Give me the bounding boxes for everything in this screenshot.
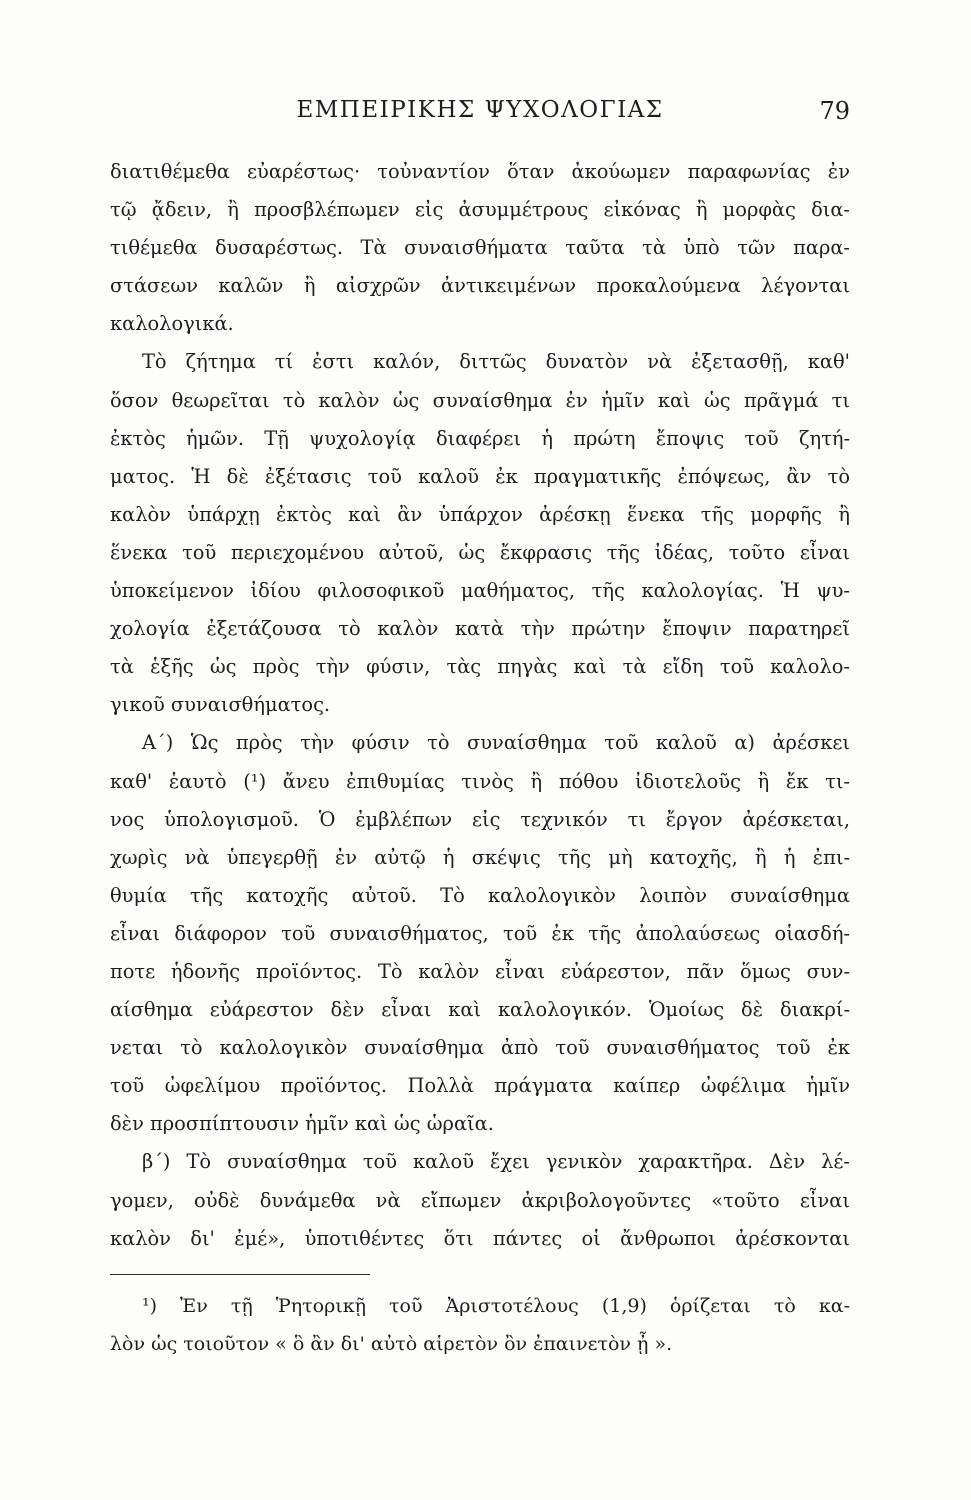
text-line: τῷ ᾄδειν, ἢ προσβλέπωμεν εἰς ἀσυμμέτρους εἰκόνας ἢ μορφὰς δια- (110, 198, 850, 222)
footnotes (110, 1290, 850, 1366)
text-line: ματος. Ἡ δὲ ἐξέτασις τοῦ καλοῦ ἐκ πραγματικῆς ἐπόψεως, ἂν τὸ (110, 464, 850, 488)
text-line: χολογία ἐξετάζουσα τὸ καλὸν κατὰ τὴν πρώτην ἔποψιν παρατηρεῖ (110, 617, 850, 641)
text-line: θυμία τῆς κατοχῆς αὐτοῦ. Τὸ καλολογικὸν λοιπὸν συναίσθημα (110, 883, 850, 907)
page-number: 79 (819, 97, 850, 125)
text-line: διατιθέμεθα εὐαρέστως· τοὐναντίον ὅταν ἀκούωμεν παραφωνίας ἐν (110, 160, 850, 183)
text-line: Τὸ ζήτημα τί ἐστι καλόν, διττῶς δυνατὸν νὰ ἐξετασθῇ, καθ' (142, 350, 850, 374)
text-line: ὅσον θεωρεῖται τὸ καλὸν ὡς συναίσθημα ἐν ἡμῖν καὶ ὡς πρᾶγμά τι (110, 388, 850, 412)
text-line: β΄) Τὸ συναίσθημα τοῦ καλοῦ ἔχει γενικὸν χαρακτῆρα. Δὲν λέ- (142, 1150, 850, 1174)
footnote-line: λὸν ὡς τοιοῦτον « ὃ ἂν δι' αὐτὸ αἱρετὸν ὂν ἐπαινετὸν ᾖ ». (110, 1333, 673, 1356)
text-line: καθ' ἑαυτὸ (¹) ἄνευ ἐπιθυμίας τινὸς ἢ πόθου ἰδιοτελοῦς ἢ ἔκ τι- (110, 769, 850, 793)
footnote-divider (110, 1274, 370, 1275)
text-line: δὲν προσπίπτουσιν ἡμῖν καὶ ὡς ὡραῖα. (110, 1112, 494, 1136)
text-line: Α΄) Ὡς πρὸς τὴν φύσιν τὸ συναίσθημα τοῦ καλοῦ α) ἀρέσκει (142, 731, 850, 755)
text-line: ἕνεκα τοῦ περιεχομένου αὐτοῦ, ὡς ἔκφρασις τῆς ἰδέας, τοῦτο εἶναι (110, 540, 850, 564)
text-line: αίσθημα εὐάρεστον δὲν εἶναι καὶ καλολογικόν. Ὁμοίως δὲ διακρί- (110, 998, 850, 1022)
text-line: τοῦ ὠφελίμου προϊόντος. Πολλὰ πράγματα καίπερ ὠφέλιμα ἡμῖν (110, 1074, 850, 1098)
text-line: νεται τὸ καλολογικὸν συναίσθημα ἀπὸ τοῦ συναισθήματος τοῦ ἐκ (110, 1036, 850, 1060)
body-text (110, 153, 850, 1258)
text-line: τὰ ἑξῆς ὡς πρὸς τὴν φύσιν, τὰς πηγὰς καὶ τὰ εἴδη τοῦ καλολο- (110, 655, 850, 679)
text-line: ὑποκείμενον ἰδίου φιλοσοφικοῦ μαθήματος, τῆς καλολογίας. Ἡ ψυ- (110, 579, 850, 603)
text-line: ἐκτὸς ἡμῶν. Τῇ ψυχολογίᾳ διαφέρει ἡ πρώτη ἔποψις τοῦ ζητή- (110, 426, 850, 450)
running-title: ΕΜΠΕΙΡΙΚΗΣ ΨΥΧΟΛΟΓΙΑΣ (296, 97, 664, 123)
text-line: καλὸν ὑπάρχῃ ἐκτὸς καὶ ἂν ὑπάρχον ἀρέσκῃ ἕνεκα τῆς μορφῆς ἢ (110, 502, 850, 526)
text-line: ποτε ἡδονῆς προϊόντος. Τὸ καλὸν εἶναι εὐάρεστον, πᾶν ὅμως συν- (110, 959, 850, 983)
footnote-line: ¹) Ἐν τῇ Ῥητορικῇ τοῦ Ἀριστοτέλους (1,9) ὁρίζεται τὸ κα- (142, 1295, 850, 1317)
text-line: στάσεων καλῶν ἢ αἰσχρῶν ἀντικειμένων προκαλούμενα λέγονται (110, 274, 850, 298)
text-line: τιθέμεθα δυσαρέστως. Τὰ συναισθήματα ταῦτα τὰ ὑπὸ τῶν παρα- (110, 236, 850, 260)
text-line: χωρὶς νὰ ὑπεγερθῇ ἐν αὐτῷ ἡ σκέψις τῆς μὴ κατοχῆς, ἢ ἡ ἐπι- (110, 845, 850, 869)
running-head (110, 97, 850, 131)
text-line: καλολογικά. (110, 312, 234, 336)
text-line: γομεν, οὐδὲ δυνάμεθα νὰ εἴπωμεν ἀκριβολογοῦντες «τοῦτο εἶναι (110, 1188, 850, 1212)
text-line: νος ὑπολογισμοῦ. Ὁ ἐμβλέπων εἰς τεχνικόν τι ἔργον ἀρέσκεται, (110, 807, 850, 831)
text-line: εἶναι διάφορον τοῦ συναισθήματος, τοῦ ἐκ τῆς ἀπολαύσεως οἱασδή- (110, 921, 850, 945)
text-line: γικοῦ συναισθήματος. (110, 693, 331, 717)
text-line: καλὸν δι' ἐμέ», ὑποτιθέντες ὅτι πάντες οἱ ἄνθρωποι ἀρέσκονται (110, 1226, 850, 1250)
